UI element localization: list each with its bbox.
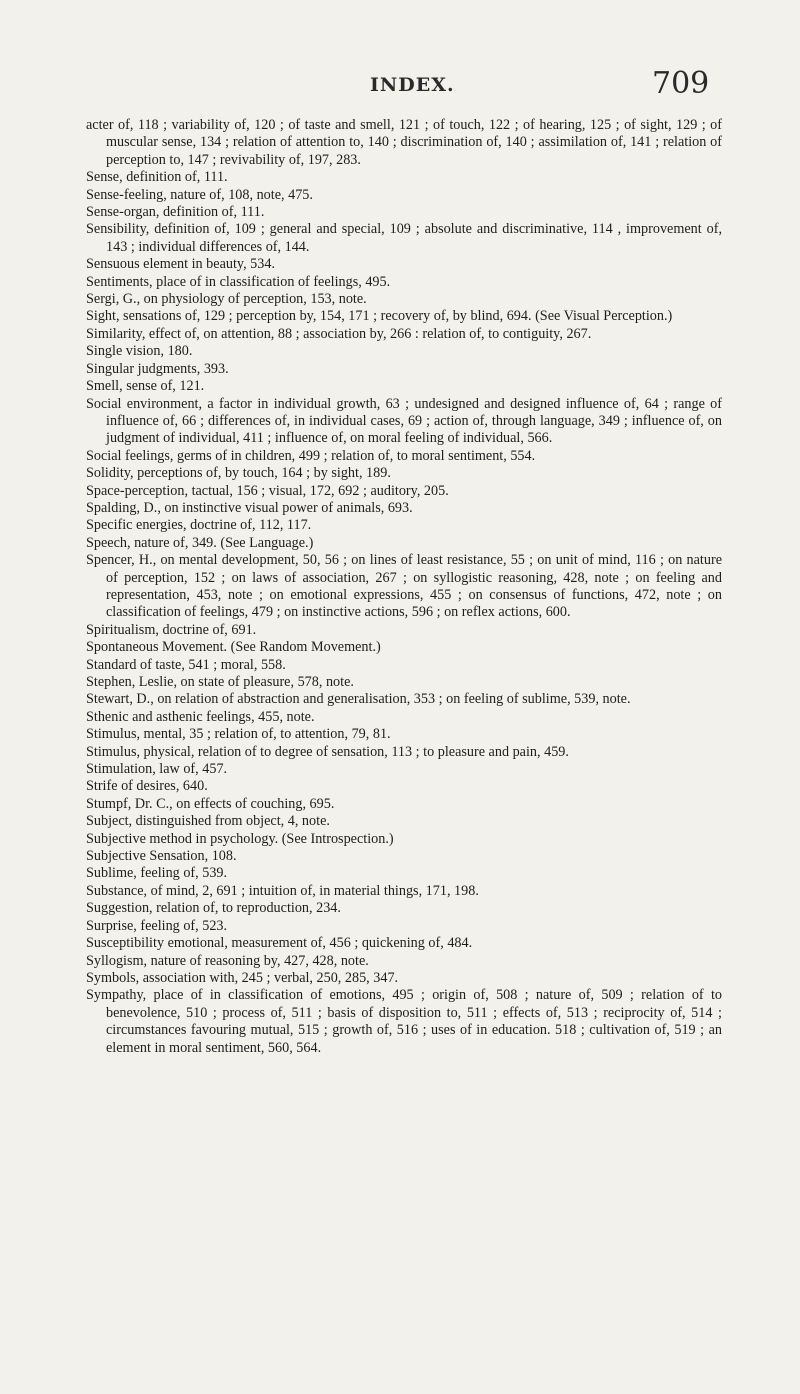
page-title: INDEX. (370, 74, 455, 96)
index-entry: Subject, distinguished from object, 4, note. (86, 813, 330, 830)
index-entry: Susceptibility emotional, measurement of, 456 ; quickening of, 484. (86, 935, 473, 952)
index-entry: Specific energies, doctrine of, 112, 117. (86, 517, 312, 534)
index-entry: Single vision, 180. (86, 343, 193, 360)
index-entry: Stephen, Leslie, on state of pleasure, 578, note. (86, 674, 354, 690)
index-entry: Suggestion, relation of, to reproduction, 234. (86, 900, 341, 917)
index-entry: Social environment, a factor in individual growth, 63 ; undesigned and designed influence of, 64 ; range of influence of, 66 ; differences of, in individual cases, 69 ; action of, through language, 349 ; influence of, on judgment of individual, 411 ; influence of, on moral feeling of individual, 566. (86, 395, 722, 447)
index-entry: Sthenic and asthenic feelings, 455, note. (86, 708, 315, 725)
index-entry: Social feelings, germs of in children, 499 ; relation of, to moral sentiment, 554. (86, 447, 536, 464)
index-entry: Stimulus, mental, 35 ; relation of, to attention, 79, 81. (86, 726, 391, 743)
index-entry: Symbols, association with, 245 ; verbal, 250, 285, 347. (86, 969, 399, 986)
index-entry: Spontaneous Movement. (See Random Movement.) (86, 639, 381, 656)
index-entry: Spiritualism, doctrine of, 691. (86, 621, 257, 638)
index-entry: Stimulation, law of, 457. (86, 761, 228, 778)
index-entry: Strife of desires, 640. (86, 778, 208, 795)
index-entry: Sense-organ, definition of, 111. (86, 204, 265, 221)
index-entry: Standard of taste, 541 ; moral, 558. (86, 656, 286, 673)
index-entry: Subjective Sensation, 108. (86, 848, 237, 865)
index-entry: Stumpf, Dr. C., on effects of couching, 695. (86, 795, 335, 812)
index-entry: Spencer, H., on mental development, 50, 56 ; on lines of least resistance, 55 ; on unit of mind, 116 ; on nature of perception, 152 ; on laws of association, 267 ; on syllogistic reasoning, 428, note ; on feeling and representation, 453, note ; on emotional expressions, 455 ; on consensus of functions, 472, note ; on classification of feelings, 479 ; on instinctive actions, 596 ; on reflex actions, 600. (86, 552, 722, 621)
index-entry: Smell, sense of, 121. (86, 378, 205, 395)
index-entry: Syllogism, nature of reasoning by, 427, 428, note. (86, 952, 369, 969)
index-entry: Sensibility, definition of, 109 ; general and special, 109 ; absolute and discriminative, 114 , improvement of, 143 ; individual differences of, 144. (86, 221, 722, 255)
index-entry: Stimulus, physical, relation of to degree of sensation, 113 ; to pleasure and pain, 459. (86, 743, 569, 760)
index-entry: Sublime, feeling of, 539. (86, 865, 228, 882)
index-entry: Sergi, G., on physiology of perception, 153, note. (86, 291, 367, 308)
index-entry: Sensuous element in beauty, 534. (86, 256, 276, 273)
index-entry: Similarity, effect of, on attention, 88 ; association by, 266 : relation of, to contiguity, 267. (86, 325, 592, 342)
index-entry: Sense, definition of, 111. (86, 169, 228, 186)
index-entry: Stewart, D., on relation of abstraction and generalisation, 353 ; on feeling of sublime, 539, note. (86, 691, 631, 708)
page-number: 709 (652, 66, 710, 101)
index-entry: Space-perception, tactual, 156 ; visual, 172, 692 ; auditory, 205. (86, 482, 449, 499)
index-entry: Substance, of mind, 2, 691 ; intuition of, in material things, 171, 198. (86, 882, 479, 899)
index-entry: Speech, nature of, 349. (See Language.) (86, 534, 314, 551)
index-entries (86, 117, 722, 1057)
running-header (0, 66, 800, 110)
index-entry: Solidity, perceptions of, by touch, 164 ; by sight, 189. (86, 465, 391, 482)
index-entry: Sentiments, place of in classification of feelings, 495. (86, 273, 391, 290)
index-entry: Sympathy, place of in classification of emotions, 495 ; origin of, 508 ; nature of, 509 ; relation of to benevolence, 510 ; process of, 511 ; basis of disposition to, 511 ; effects of, 513 ; reciprocity of, 514 ; circumstances favouring mutual, 515 ; growth of, 516 ; uses of in education. 518 ; cultivation of, 519 ; an element in moral sentiment, 560, 564. (86, 987, 722, 1056)
index-entry: Subjective method in psychology. (See Introspection.) (86, 830, 394, 847)
index-entry: Sight, sensations of, 129 ; perception by, 154, 171 ; recovery of, by blind, 694. (See Visual Perception.) (86, 308, 673, 325)
index-entry: Sense-feeling, nature of, 108, note, 475. (86, 186, 313, 203)
index-entry-continued: acter of, 118 ; variability of, 120 ; of taste and smell, 121 ; of touch, 122 ; of hearing, 125 ; of sight, 129 ; of muscular sense, 134 ; relation of attention to, 140 ; discrimination of, 140 ; assimilation of, 141 ; relation of perception to, 147 ; revivability of, 197, 283. (86, 117, 722, 168)
index-entry: Singular judgments, 393. (86, 360, 229, 377)
index-entry: Surprise, feeling of, 523. (86, 917, 228, 934)
index-entry: Spalding, D., on instinctive visual power of animals, 693. (86, 499, 413, 516)
